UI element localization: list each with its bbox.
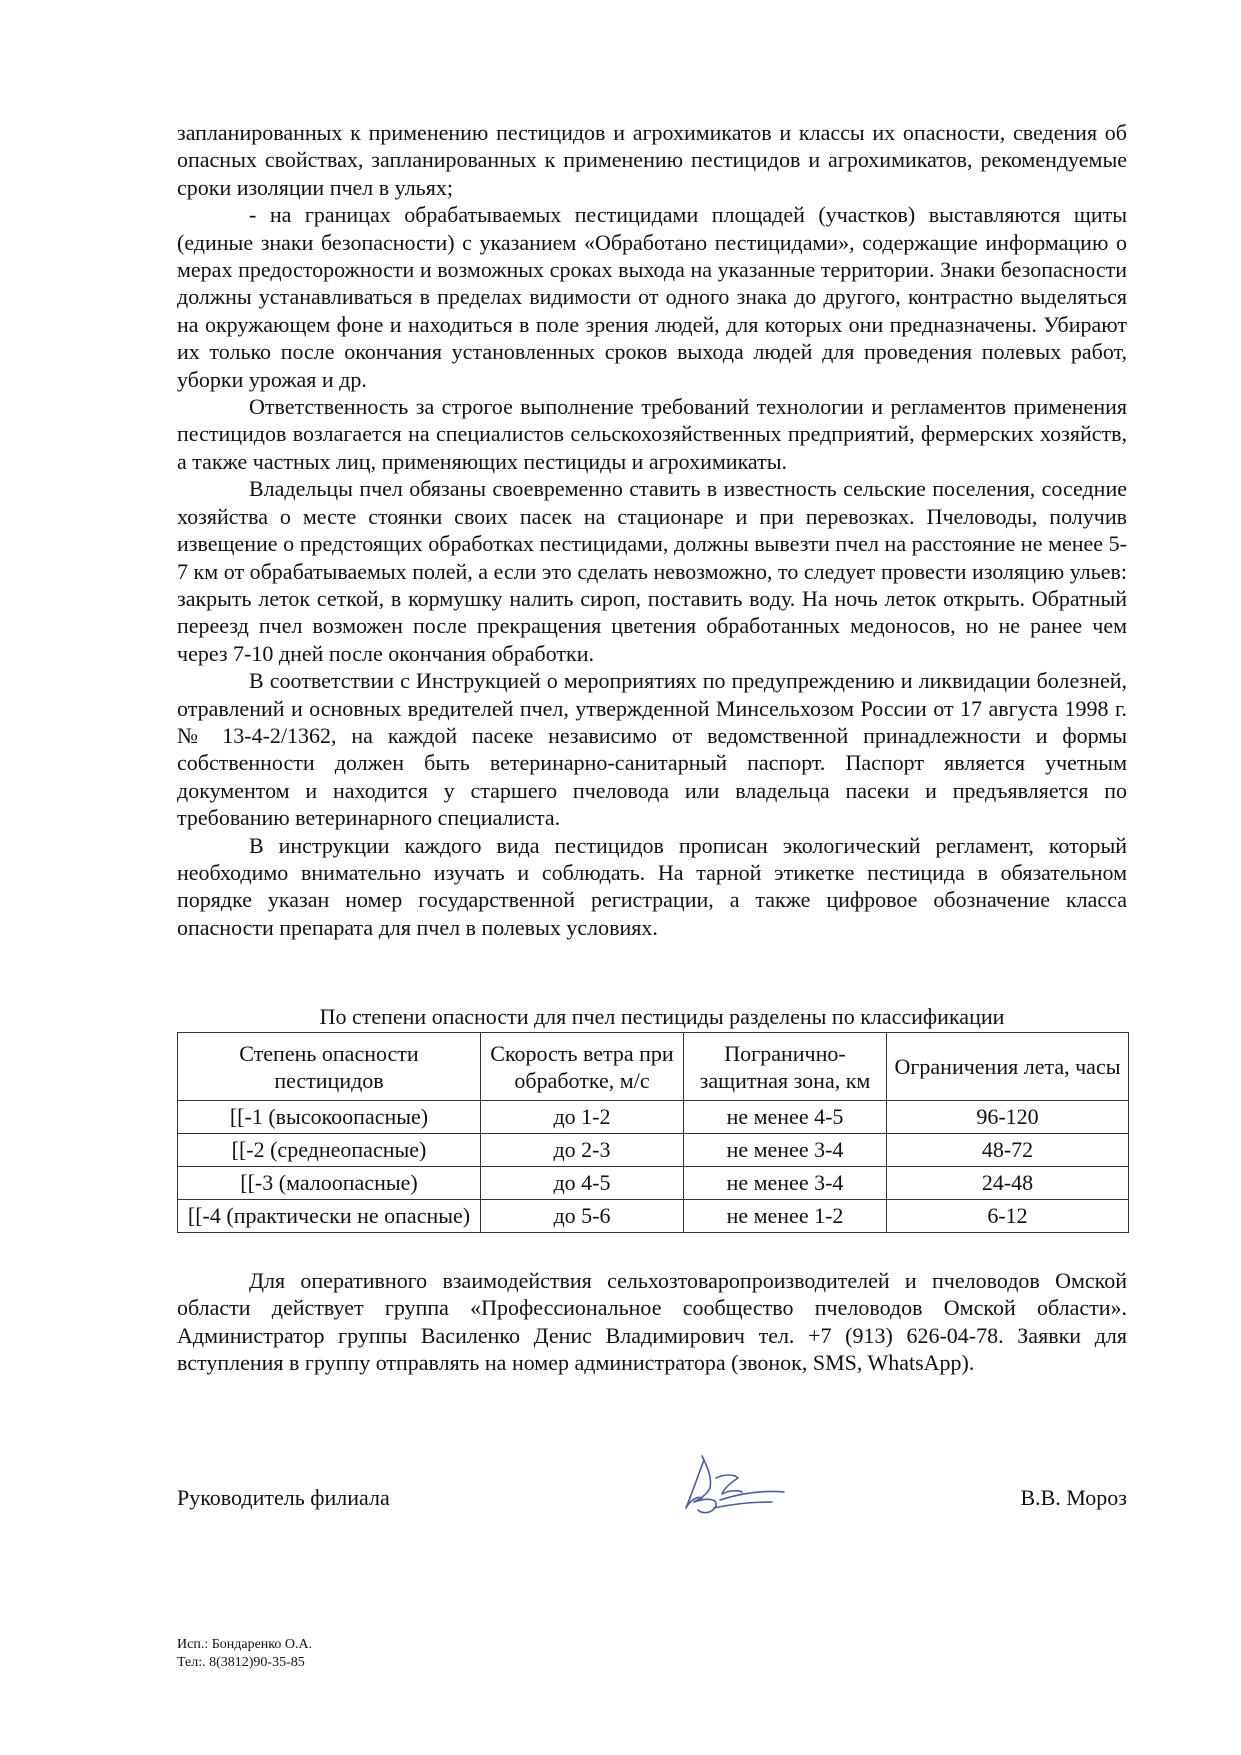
table-header-cell: Погранично-защитная зона, км (684, 1033, 887, 1101)
body-text (177, 119, 1127, 941)
table-cell: не менее 3-4 (684, 1167, 887, 1200)
contacts-block (177, 1636, 312, 1672)
table-cell: до 5-6 (481, 1200, 684, 1233)
paragraph: В инструкции каждого вида пестицидов прописан экологический регламент, который необходимо внимательно изучать и соблюдать. На тарной этикетке пестицида в обязательном порядке указан номер государственной регистрации, а также цифровое обозначение класса опасности препарата для пчел в полевых условиях. (177, 832, 1127, 940)
table-cell: [[-2 (среднеопасные) (178, 1134, 481, 1167)
executor-name: Исп.: Бондаренко О.А. (177, 1637, 313, 1652)
table-cell: до 2-3 (481, 1134, 684, 1167)
paragraph: Ответственность за строгое выполнение требований технологии и регламентов применения пестицидов возлагается на специалистов сельскохозяйственных предприятий, фермерских хозяйств, а также частных лиц, применяющих пестициды и агрохимикаты. (177, 394, 1127, 474)
executor-phone: Тел:. 8(3812)90-35-85 (177, 1655, 305, 1670)
table-caption: По степени опасности для пчел пестициды разделены по классификации (319, 1004, 1005, 1029)
hazard-classification-table (177, 1032, 1129, 1233)
table-cell: [[-3 (малоопасные) (178, 1167, 481, 1200)
table-cell: до 4-5 (481, 1167, 684, 1200)
table-cell: 6-12 (887, 1200, 1129, 1233)
paragraph: В соответствии с Инструкцией о мероприятиях по предупреждению и ликвидации болезней, отравлений и основных вредителей пчел, утвержденной Минсельхозом России от 17 августа 1998 г. № 13-4-2/1362, на каждой пасеке независимо от ведомственной принадлежности и формы собственности должен быть ветеринарно-санитарный паспорт. Паспорт является учетным документом и находится у старшего пчеловода или владельца пасеки и предъявляется по требованию ветеринарного специалиста. (177, 668, 1127, 831)
signer-position: Руководитель филиала (177, 1485, 390, 1510)
paragraph: запланированных к применению пестицидов и агрохимикатов и классы их опасности, сведения об опасных свойствах, запланированных к применению пестицидов и агрохимикатов, рекомендуемые сроки изоляции пчел в ульях; (177, 120, 1127, 200)
hazard-classification-table-block (177, 1004, 1129, 1233)
signer-name: В.В. Мороз (1020, 1485, 1127, 1510)
closing-text (177, 1267, 1127, 1377)
table-header-cell: Степень опасности пестицидов (178, 1033, 481, 1101)
table-row (178, 1200, 1129, 1233)
handwritten-signature (672, 1448, 792, 1523)
table-cell: 96-120 (887, 1101, 1129, 1134)
table-header-cell: Ограничения лета, часы (887, 1033, 1129, 1101)
table-cell: 24-48 (887, 1167, 1129, 1200)
table-row (178, 1167, 1129, 1200)
table-cell: не менее 1-2 (684, 1200, 887, 1233)
table-cell: [[-4 (практически не опасные) (178, 1200, 481, 1233)
table-header-row (178, 1033, 1129, 1101)
table-cell: [[-1 (высокоопасные) (178, 1101, 481, 1134)
signature-block (177, 1485, 1127, 1525)
table-cell: не менее 3-4 (684, 1134, 887, 1167)
table-cell: до 1-2 (481, 1101, 684, 1134)
paragraph: Владельцы пчел обязаны своевременно ставить в известность сельские поселения, соседние хозяйства о месте стоянки своих пасек на стационаре и при перевозках. Пчеловоды, получив извещение о предстоящих обработках пестицидами, должны вывезти пчел на расстояние не менее 5-7 км от обрабатываемых полей, а если это сделать невозможно, то следует провести изоляцию ульев: закрыть леток сеткой, в кормушку налить сироп, поставить воду. На ночь леток открыть. Обратный переезд пчел возможен после прекращения цветения обработанных медоносов, но не ранее чем через 7-10 дней после окончания обработки. (177, 476, 1127, 666)
table-header-cell: Скорость ветра при обработке, м/с (481, 1033, 684, 1101)
table-row (178, 1101, 1129, 1134)
table-row (178, 1134, 1129, 1167)
table-cell: не менее 4-5 (684, 1101, 887, 1134)
paragraph: Для оперативного взаимодействия сельхозтоваропроизводителей и пчеловодов Омской области действует группа «Профессиональное сообщество пчеловодов Омской области». Администратор группы Василенко Денис Владимирович тел. +7 (913) 626-04-78. Заявки для вступления в группу отправлять на номер администратора (звонок, SMS, WhatsApp). (177, 1268, 1127, 1376)
table-cell: 48-72 (887, 1134, 1129, 1167)
paragraph: - на границах обрабатываемых пестицидами площадей (участков) выставляются щиты (единые знаки безопасности) с указанием «Обработано пестицидами», содержащие информацию о мерах предосторожности и возможных сроках выхода на указанные территории. Знаки безопасности должны устанавливаться в пределах видимости от одного знака до другого, контрастно выделяться на окружающем фоне и находиться в поле зрения людей, для которых они предназначены. Убирают их только после окончания установленных сроков выхода людей для проведения полевых работ, уборки урожая и др. (177, 202, 1127, 392)
